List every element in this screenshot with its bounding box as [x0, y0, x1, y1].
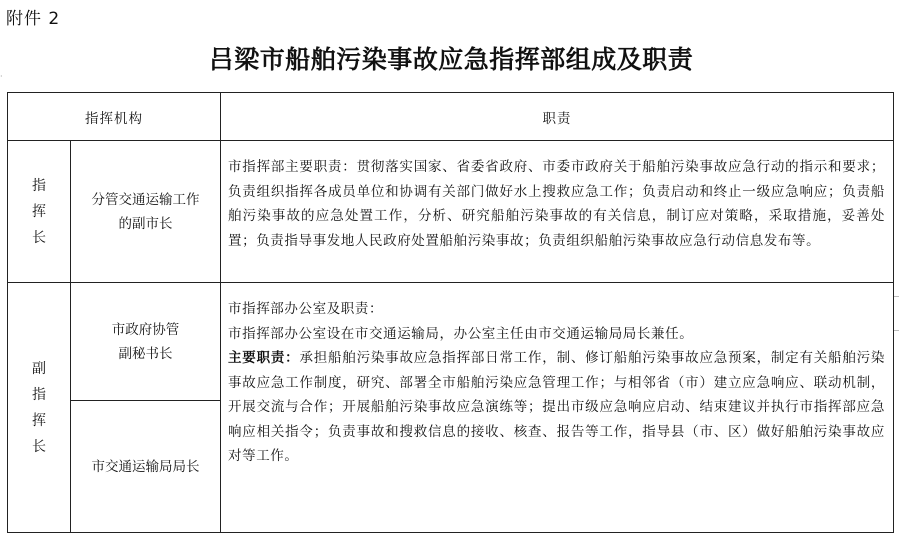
role-deputy-secretary [71, 283, 221, 401]
table-row-commander [8, 141, 894, 283]
duty-deputy [221, 283, 894, 533]
role-deputy-line: 副秘书长 [118, 345, 173, 362]
role-transport-label: 市交通运输局局长 [91, 458, 200, 475]
header-org: 指挥机构 [8, 93, 221, 141]
duty-deputy-line1: 市指挥部办公室及职责： [228, 301, 384, 317]
table-row-deputy-1 [8, 283, 894, 401]
document-title: 吕梁市船舶污染事故应急指挥部组成及职责 [208, 45, 694, 74]
group-commander [8, 141, 71, 283]
responsibility-table [7, 92, 894, 533]
role-commander-line: 分管交通运输工作 [91, 191, 200, 208]
duty-main-label: 主要职责： [228, 350, 300, 366]
role-commander-line: 的副市长 [118, 215, 173, 232]
duty-commander-text: 市指挥部主要职责：贯彻落实国家、省委省政府、市委市政府关于船舶污染事故应急行动的指示和要求；负责组织指挥各成员单位和协调有关部门做好水上搜救应急工作；负责启动和终止一级应急响应；负责船舶污染事故的应急处置工作，分析、研究船舶污染事故的有关信息，制订应对策略，采取措施，妥善处置；负责指导事发地人民政府处置船舶污染事故；负责组织船舶污染事故应急行动信息发布等。 [228, 159, 885, 249]
group-deputy-label: 副指挥长 [31, 360, 46, 455]
duty-deputy-main [228, 346, 885, 469]
role-commander [71, 141, 221, 283]
attachment-label: 附件 2 [6, 9, 61, 29]
group-commander-label: 指挥长 [31, 177, 46, 246]
role-deputy-line: 市政府协管 [111, 321, 180, 338]
header-duty: 职责 [221, 93, 894, 141]
duty-commander [221, 141, 894, 283]
table-header-row [8, 93, 894, 141]
role-transport-director [71, 401, 221, 533]
duty-main-text: 承担船舶污染事故应急指挥部日常工作，制、修订船舶污染事故应急预案，制定有关船舶污染事故应急工作制度，研究、部署全市船舶污染应急管理工作；与相邻省（市）建立应急响应、联动机制，开展交流与合作；开展船舶污染事故应急演练等；提出市级应急响应启动、结束建议并执行市指挥部应急响应相关指令；负责事故和搜救信息的接收、核查、报告等工作，指导县（市、区）做好船舶污染事故应对等工作。 [228, 350, 885, 464]
group-deputy [8, 283, 71, 533]
anchor-mark: · [0, 72, 3, 81]
duty-deputy-line2: 市指挥部办公室设在市交通运输局，办公室主任由市交通运输局局长兼任。 [228, 325, 694, 342]
